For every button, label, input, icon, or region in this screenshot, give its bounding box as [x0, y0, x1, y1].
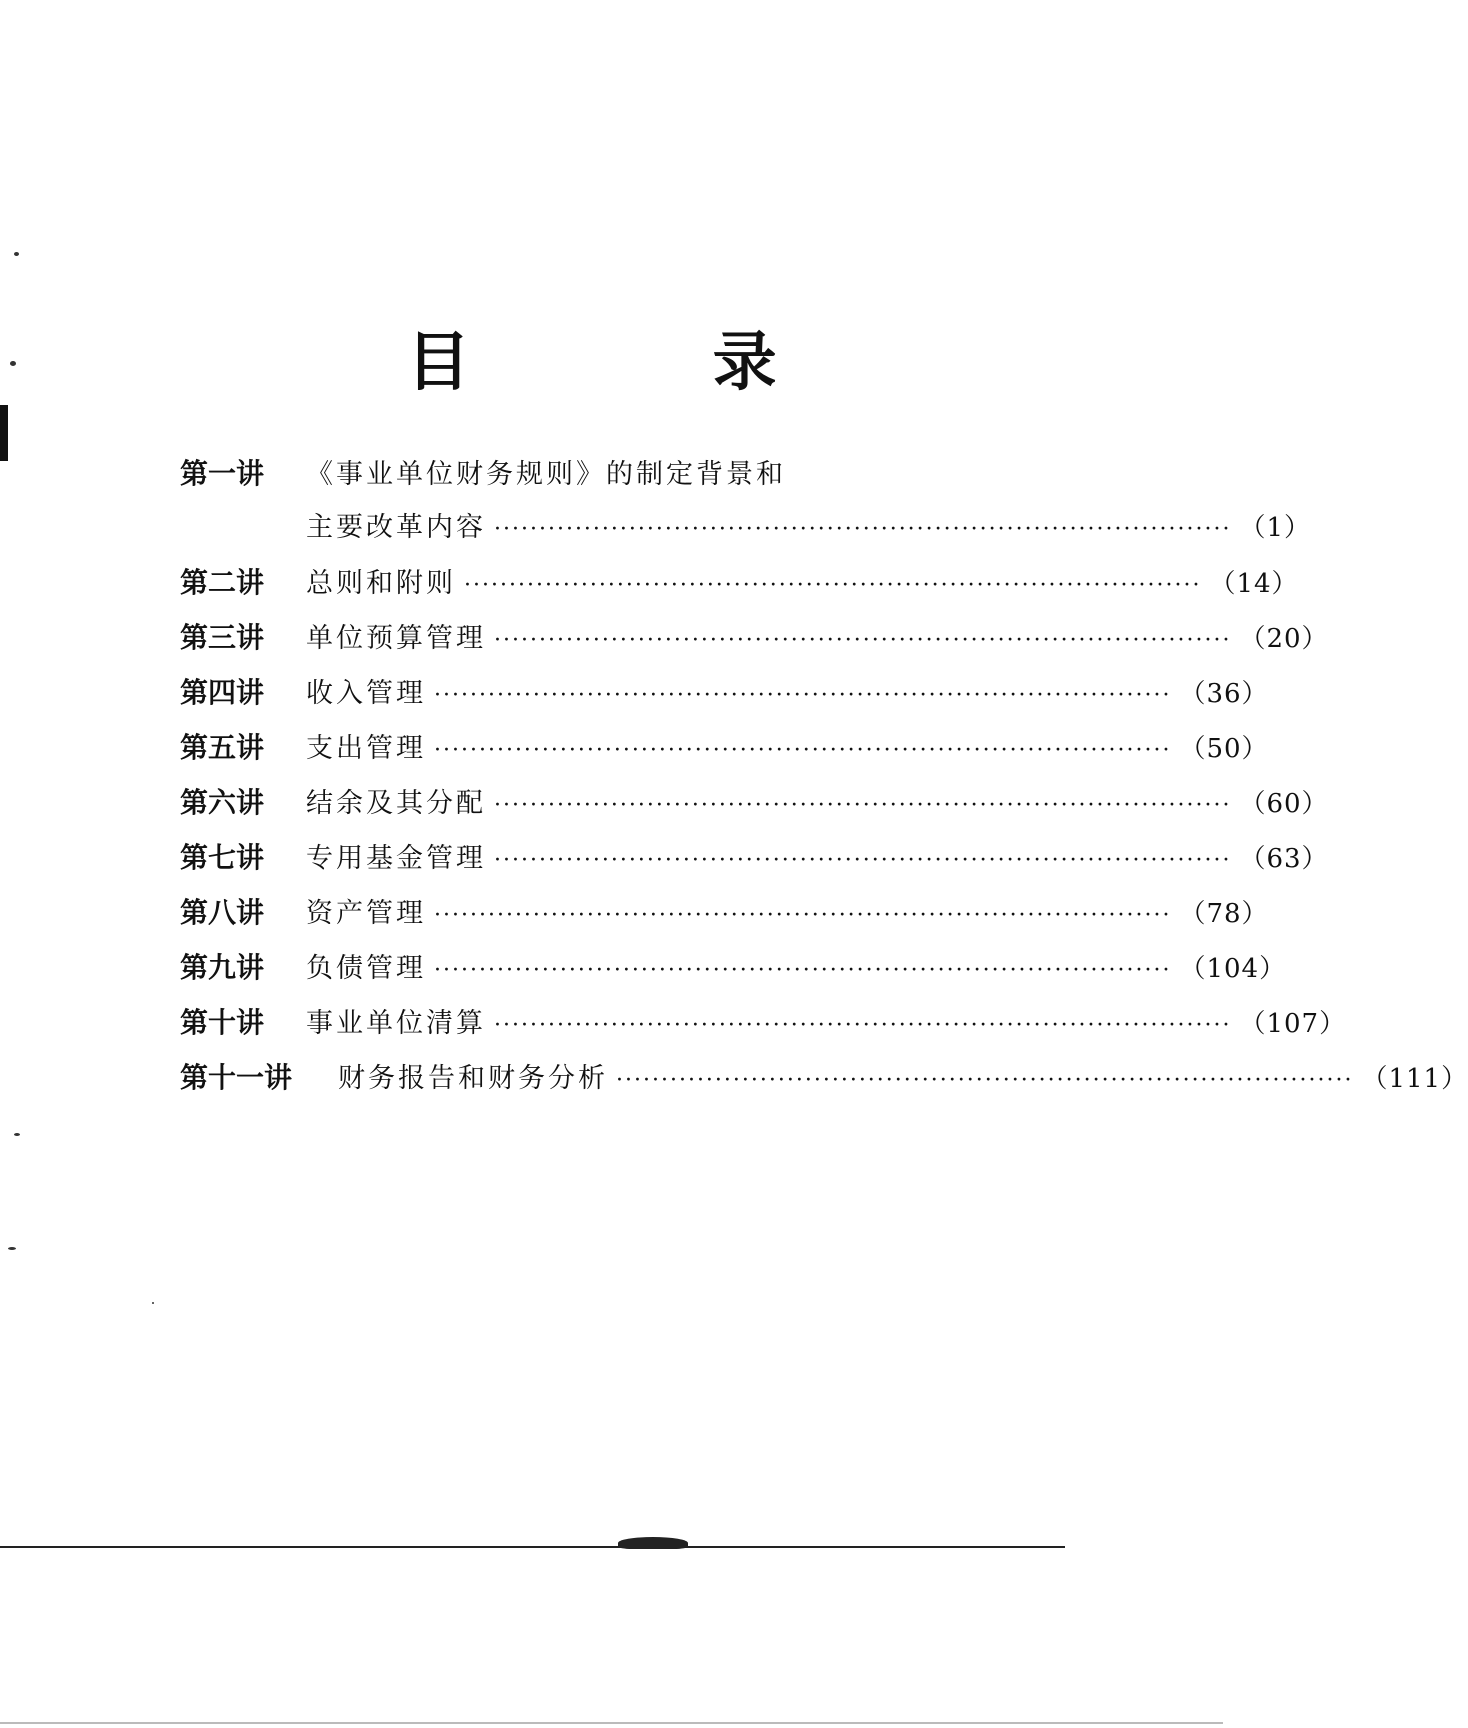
chapter-title: 负债管理: [306, 953, 426, 984]
dot-leader: ··················································································: [434, 958, 1172, 983]
chapter-label: 第二讲: [180, 566, 265, 599]
chapter-title-continued: 主要改革内容: [306, 512, 486, 543]
chapter-label: 第九讲: [180, 951, 265, 984]
toc-entry-9[interactable]: [180, 940, 1287, 995]
chapter-label: 第三讲: [180, 621, 265, 654]
chapter-title: 总则和附则: [306, 568, 456, 599]
chapter-label: 第一讲: [180, 457, 265, 490]
chapter-title: 收入管理: [306, 678, 426, 709]
chapter-title: 结余及其分配: [306, 788, 486, 819]
toc-entry-6[interactable]: [180, 775, 1329, 830]
page-number: （60）: [1239, 789, 1329, 819]
scan-speck: [152, 1302, 154, 1304]
chapter-label: 第四讲: [180, 676, 265, 709]
scan-artifact-bar: [0, 405, 8, 461]
bottom-edge: [0, 1722, 1223, 1724]
chapter-title: 《事业单位财务规则》的制定背景和: [306, 459, 786, 490]
page-title: 目 录: [406, 326, 887, 400]
page-number: （63）: [1239, 844, 1329, 874]
page-number: （107）: [1239, 1009, 1347, 1039]
toc-entry-4[interactable]: [180, 665, 1269, 720]
dot-leader: ··················································································: [494, 1013, 1232, 1038]
dot-leader: ··················································································: [494, 517, 1232, 542]
toc-entry-3[interactable]: [180, 610, 1329, 665]
toc-entry-7[interactable]: [180, 830, 1329, 885]
page-number: （50）: [1179, 734, 1269, 764]
toc-entry-1[interactable]: [180, 448, 1311, 555]
toc-entry-2[interactable]: [180, 555, 1299, 610]
scan-speck: [10, 361, 16, 366]
toc-entry-10[interactable]: [180, 995, 1347, 1050]
dot-leader: ··················································································: [494, 848, 1232, 873]
chapter-label: 第十讲: [180, 1006, 265, 1039]
chapter-label: 第六讲: [180, 786, 265, 819]
chapter-label: 第七讲: [180, 841, 265, 874]
chapter-title: 事业单位清算: [306, 1008, 486, 1039]
chapter-title: 单位预算管理: [306, 623, 486, 654]
dot-leader: ··················································································: [616, 1068, 1354, 1093]
chapter-title: 专用基金管理: [306, 843, 486, 874]
chapter-title: 支出管理: [306, 733, 426, 764]
chapter-label: 第十一讲: [180, 1061, 293, 1094]
scan-speck: [14, 1133, 20, 1136]
scan-speck: [8, 1247, 16, 1250]
dot-leader: ··················································································: [464, 573, 1202, 598]
dot-leader: ··················································································: [494, 793, 1232, 818]
page-number: （111）: [1361, 1064, 1468, 1094]
page-number: （36）: [1179, 679, 1269, 709]
bottom-rule-blot: [618, 1537, 688, 1549]
toc-entry-8[interactable]: [180, 885, 1269, 940]
toc-entry-5[interactable]: [180, 720, 1269, 775]
chapter-label: 第五讲: [180, 731, 265, 764]
chapter-title: 财务报告和财务分析: [338, 1063, 608, 1094]
table-of-contents: [180, 448, 1468, 1105]
bottom-rule: [0, 1546, 1065, 1548]
chapter-label: 第八讲: [180, 896, 265, 929]
page-number: （20）: [1239, 624, 1329, 654]
dot-leader: ··················································································: [434, 683, 1172, 708]
toc-entry-11[interactable]: [180, 1050, 1468, 1105]
chapter-title: 资产管理: [306, 898, 426, 929]
page-number: （104）: [1179, 954, 1287, 984]
page-number: （78）: [1179, 899, 1269, 929]
dot-leader: ··················································································: [434, 903, 1172, 928]
dot-leader: ··················································································: [434, 738, 1172, 763]
scan-speck: [14, 252, 19, 256]
page-number: （14）: [1209, 569, 1299, 599]
dot-leader: ··················································································: [494, 628, 1232, 653]
page-number: （1）: [1239, 513, 1311, 543]
